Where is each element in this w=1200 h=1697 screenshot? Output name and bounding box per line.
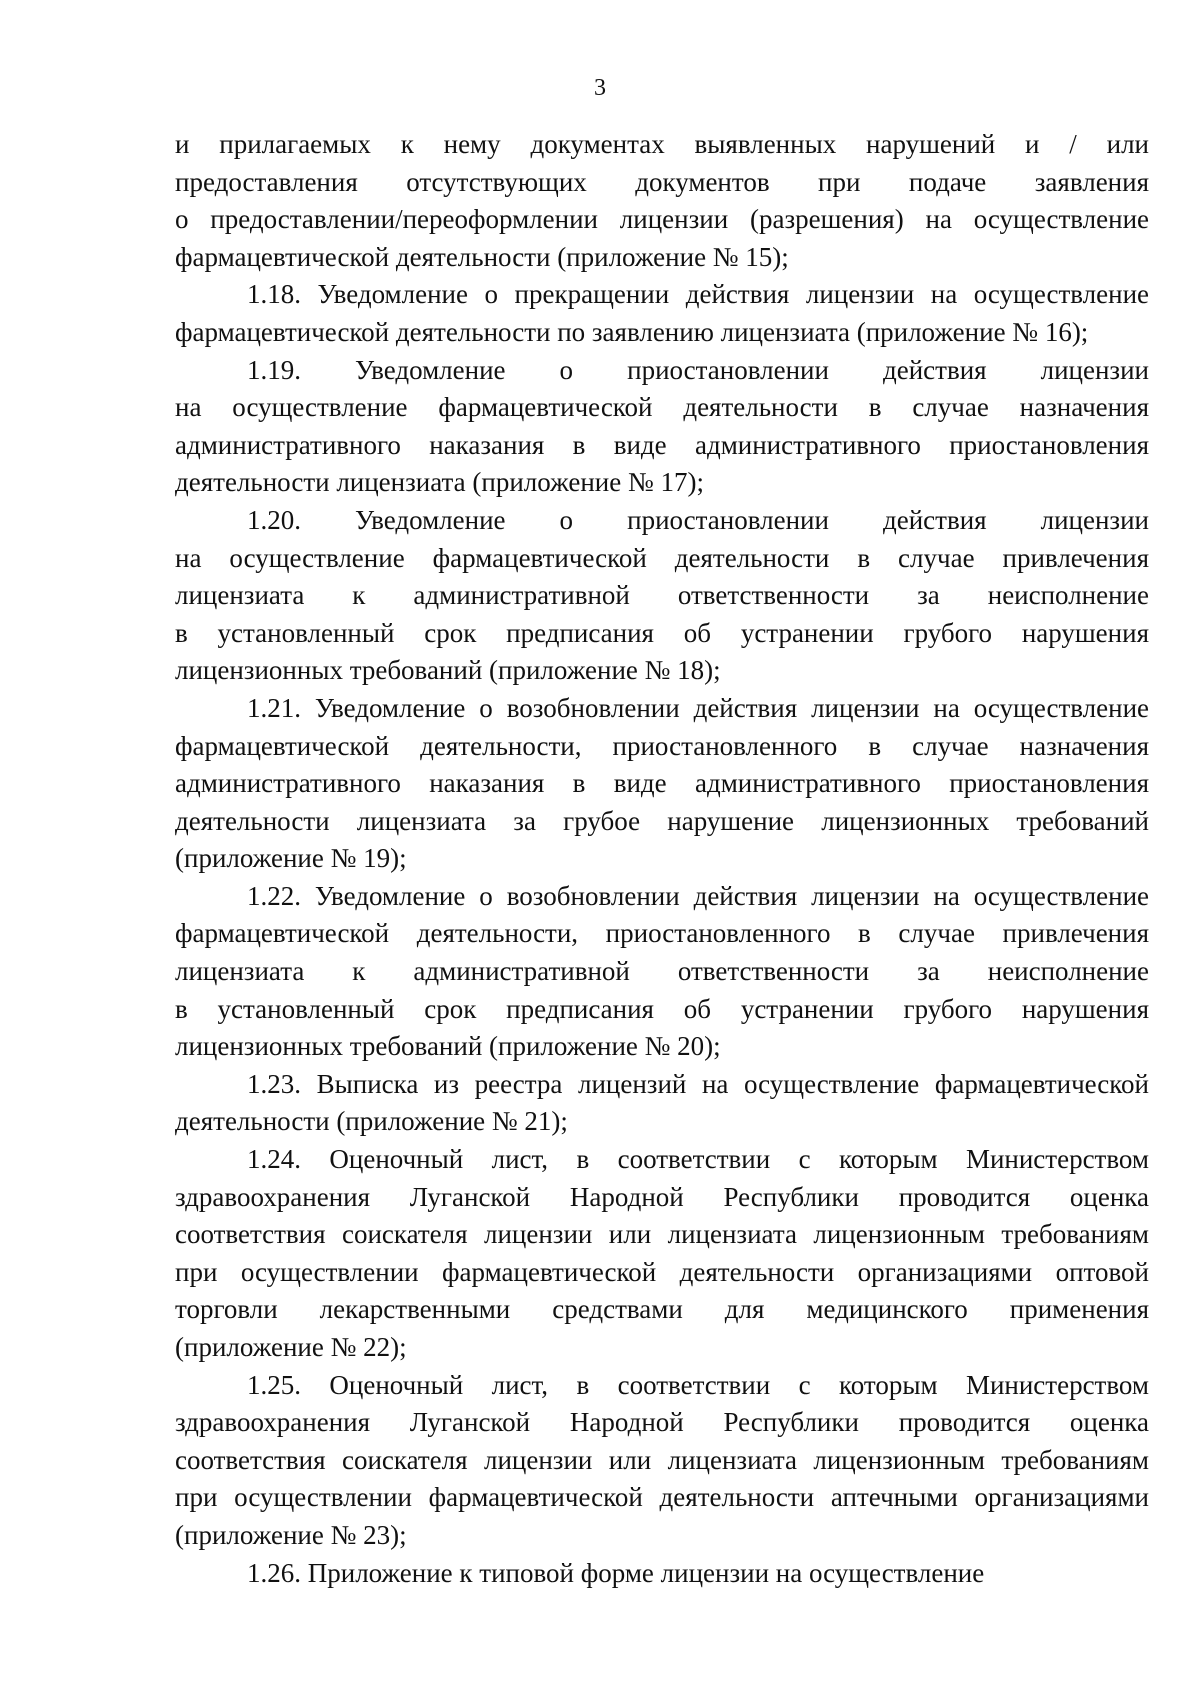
document-body xyxy=(175,126,1149,1592)
text-line: лицензиата к административной ответственности за неисполнение xyxy=(175,580,1149,611)
text-line: лицензиата к административной ответственности за неисполнение xyxy=(175,956,1149,987)
text-line: деятельности лицензиата за грубое нарушение лицензионных требований xyxy=(175,805,1149,836)
paragraph-p121 xyxy=(175,690,1149,878)
text-line: (приложение № 19); xyxy=(175,843,407,874)
paragraph-p119 xyxy=(175,352,1149,502)
paragraph-p122 xyxy=(175,878,1149,1066)
text-line: лицензионных требований (приложение № 20); xyxy=(175,1031,721,1062)
text-line: деятельности (приложение № 21); xyxy=(175,1106,568,1137)
text-line: фармацевтической деятельности, приостановленного в случае привлечения xyxy=(175,918,1149,949)
text-line: здравоохранения Луганской Народной Республики проводится оценка xyxy=(175,1181,1149,1212)
text-line: фармацевтической деятельности по заявлению лицензиата (приложение № 16); xyxy=(175,316,1089,347)
page-number: 3 xyxy=(594,75,606,101)
paragraph-p124 xyxy=(175,1141,1149,1367)
text-line: соответствия соискателя лицензии или лицензиата лицензионным требованиям xyxy=(175,1219,1149,1250)
text-line: лицензионных требований (приложение № 18); xyxy=(175,655,721,686)
text-line: в установленный срок предписания об устранении грубого нарушения xyxy=(175,993,1149,1024)
text-line: 1.23. Выписка из реестра лицензий на осуществление фармацевтической xyxy=(247,1068,1149,1099)
text-line: 1.22. Уведомление о возобновлении действия лицензии на осуществление xyxy=(247,880,1149,911)
text-line: 1.24. Оценочный лист, в соответствии с которым Министерством xyxy=(247,1144,1149,1175)
text-line: предоставления отсутствующих документов при подаче заявления xyxy=(175,166,1149,197)
text-line: о предоставлении/переоформлении лицензии (разрешения) на осуществление xyxy=(175,204,1149,235)
text-line: деятельности лицензиата (приложение № 17); xyxy=(175,467,704,498)
text-line: 1.26. Приложение к типовой форме лицензии на осуществление xyxy=(247,1557,985,1588)
paragraph-cont xyxy=(175,126,1149,276)
text-line: на осуществление фармацевтической деятельности в случае назначения xyxy=(175,392,1149,423)
text-line: при осуществлении фармацевтической деятельности аптечными организациями xyxy=(175,1482,1149,1513)
paragraph-p126 xyxy=(175,1555,1149,1593)
text-line: фармацевтической деятельности (приложение № 15); xyxy=(175,241,789,272)
text-line: 1.21. Уведомление о возобновлении действия лицензии на осуществление xyxy=(247,692,1149,723)
text-line: и прилагаемых к нему документах выявленных нарушений и / или xyxy=(175,129,1149,159)
text-line: 1.20. Уведомление о приостановлении действия лицензии xyxy=(247,504,1149,535)
text-line: при осуществлении фармацевтической деятельности организациями оптовой xyxy=(175,1256,1149,1287)
text-line: на осуществление фармацевтической деятельности в случае привлечения xyxy=(175,542,1149,573)
paragraph-p118 xyxy=(175,276,1149,351)
text-line: торговли лекарственными средствами для медицинского применения xyxy=(175,1294,1149,1325)
text-line: (приложение № 22); xyxy=(175,1332,407,1362)
text-line: 1.25. Оценочный лист, в соответствии с которым Министерством xyxy=(247,1369,1149,1400)
text-line: 1.18. Уведомление о прекращении действия лицензии на осуществление xyxy=(247,279,1149,310)
text-line: соответствия соискателя лицензии или лицензиата лицензионным требованиям xyxy=(175,1444,1149,1475)
paragraph-p125 xyxy=(175,1367,1149,1555)
text-line: административного наказания в виде административного приостановления xyxy=(175,768,1149,799)
text-line: фармацевтической деятельности, приостановленного в случае назначения xyxy=(175,730,1149,761)
text-line: административного наказания в виде административного приостановления xyxy=(175,429,1149,460)
paragraph-p120 xyxy=(175,502,1149,690)
text-line: здравоохранения Луганской Народной Республики проводится оценка xyxy=(175,1407,1149,1438)
text-line: (приложение № 23); xyxy=(175,1519,407,1550)
text-line: в установленный срок предписания об устранении грубого нарушения xyxy=(175,617,1149,648)
paragraph-p123 xyxy=(175,1066,1149,1141)
text-line: 1.19. Уведомление о приостановлении действия лицензии xyxy=(247,354,1149,385)
